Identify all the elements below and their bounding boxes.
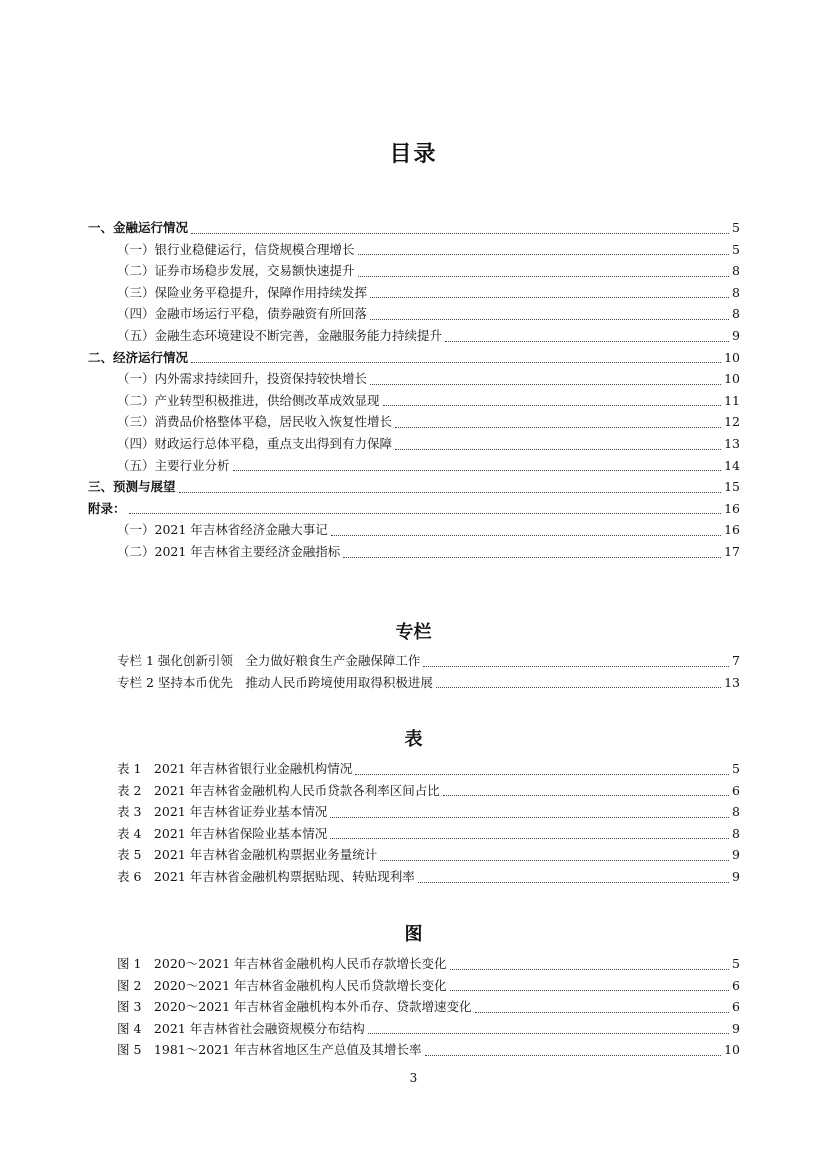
entry-title: 专栏 2 坚持本币优先 推动人民币跨境使用取得积极进展 — [117, 674, 433, 690]
dot-leader — [191, 362, 721, 363]
toc-entry[interactable] — [117, 325, 740, 347]
dot-leader — [331, 535, 721, 536]
column-entry[interactable] — [117, 672, 740, 694]
toc-entry[interactable] — [88, 476, 740, 498]
dot-leader — [380, 860, 729, 861]
dot-leader — [368, 1033, 729, 1034]
toc-entry[interactable] — [117, 260, 740, 282]
toc-entry[interactable] — [117, 519, 740, 541]
table-entry[interactable] — [117, 866, 740, 888]
entry-title: 图 1 2020～2021 年吉林省金融机构人民币存款增长变化 — [117, 956, 447, 971]
entry-page-number: 7 — [732, 653, 740, 668]
entry-title: 表 5 2021 年吉林省金融机构票据业务量统计 — [117, 847, 378, 863]
toc-entry[interactable] — [117, 455, 740, 477]
entry-title: （二）2021 年吉林省主要经济金融指标 — [117, 544, 341, 559]
entry-title: 表 4 2021 年吉林省保险业基本情况 — [117, 825, 328, 841]
toc-entry[interactable] — [88, 347, 740, 369]
entry-title: （二）证券市场稳步发展，交易额快速提升 — [117, 263, 355, 279]
dot-leader — [450, 990, 730, 991]
entry-page-number: 13 — [724, 436, 740, 451]
toc-entry[interactable] — [117, 411, 740, 433]
entry-page-number: 8 — [732, 306, 740, 322]
entry-page-number: 8 — [732, 804, 740, 820]
figure-entry[interactable] — [117, 975, 740, 997]
dot-leader — [370, 384, 721, 385]
entry-page-number: 10 — [724, 1042, 740, 1058]
entry-title: （二）产业转型积极推进，供给侧改革成效显现 — [117, 392, 380, 408]
figure-entry[interactable] — [117, 1039, 740, 1061]
entry-page-number: 10 — [724, 349, 740, 365]
entry-page-number: 8 — [732, 263, 740, 279]
page-title: 目录 — [389, 142, 438, 167]
dot-leader — [358, 276, 730, 277]
dot-leader — [179, 492, 722, 493]
tables-section-title: 表 — [404, 729, 423, 750]
entry-title: 专栏 1 强化创新引领 全力做好粮食生产金融保障工作 — [117, 653, 421, 668]
dot-leader — [475, 1012, 730, 1013]
entry-title: （一）内外需求持续回升，投资保持较快增长 — [117, 371, 368, 387]
entry-page-number: 5 — [732, 241, 740, 257]
entry-title: 表 3 2021 年吉林省证券业基本情况 — [117, 804, 328, 820]
toc-entry[interactable] — [117, 433, 740, 455]
dot-leader — [370, 319, 729, 320]
toc-entry[interactable] — [117, 368, 740, 390]
entry-title: 图 2 2020～2021 年吉林省金融机构人民币贷款增长变化 — [117, 977, 447, 993]
dot-leader — [445, 341, 729, 342]
figure-entry[interactable] — [117, 996, 740, 1018]
figure-entry[interactable] — [117, 953, 740, 975]
dot-leader — [443, 795, 729, 796]
entry-page-number: 5 — [732, 220, 740, 235]
entry-page-number: 14 — [724, 457, 740, 473]
dot-leader — [423, 666, 729, 667]
dot-leader — [355, 774, 729, 775]
table-entry[interactable] — [117, 801, 740, 823]
entry-page-number: 9 — [732, 869, 740, 884]
toc-entry[interactable] — [117, 239, 740, 261]
dot-leader — [383, 405, 722, 406]
dot-leader — [436, 687, 721, 688]
toc-entry[interactable] — [88, 217, 740, 239]
entry-title: （一）2021 年吉林省经济金融大事记 — [117, 522, 328, 538]
entry-title: （三）保险业务平稳提升，保障作用持续发挥 — [117, 284, 368, 300]
entry-title: 表 1 2021 年吉林省银行业金融机构情况 — [117, 761, 353, 776]
table-entry[interactable] — [117, 780, 740, 802]
entry-page-number: 5 — [732, 956, 740, 971]
dot-leader — [450, 969, 730, 970]
entry-page-number: 5 — [732, 761, 740, 776]
dot-leader — [129, 513, 722, 514]
toc-entry[interactable] — [117, 282, 740, 304]
entry-page-number: 11 — [724, 392, 740, 408]
entry-page-number: 8 — [732, 825, 740, 841]
entry-page-number: 15 — [724, 479, 740, 495]
entry-title: 三、预测与展望 — [88, 479, 176, 495]
columns-section-title: 专栏 — [395, 622, 432, 643]
page-number: 3 — [409, 1071, 418, 1085]
entry-page-number: 17 — [724, 544, 740, 559]
entry-title: 图 4 2021 年吉林省社会融资规模分布结构 — [117, 1020, 365, 1036]
entry-page-number: 13 — [724, 674, 740, 690]
table-entry[interactable] — [117, 758, 740, 780]
entry-page-number: 16 — [724, 522, 740, 538]
entry-page-number: 9 — [732, 847, 740, 863]
entry-title: （五）主要行业分析 — [117, 457, 230, 473]
entry-title: 表 6 2021 年吉林省金融机构票据贴现、转贴现利率 — [117, 869, 415, 884]
entry-page-number: 9 — [732, 1020, 740, 1036]
entry-title: （三）消费品价格整体平稳，居民收入恢复性增长 — [117, 414, 393, 430]
entry-page-number: 16 — [724, 500, 740, 516]
figures-section-title: 图 — [404, 924, 423, 945]
entry-title: （四）金融市场运行平稳，债券融资有所回落 — [117, 306, 368, 322]
entry-title: 图 5 1981～2021 年吉林省地区生产总值及其增长率 — [117, 1042, 422, 1058]
dot-leader — [418, 882, 729, 883]
table-entry[interactable] — [117, 844, 740, 866]
entry-page-number: 10 — [724, 371, 740, 387]
dot-leader — [358, 254, 730, 255]
entry-title: 一、金融运行情况 — [88, 220, 189, 235]
toc-entry[interactable] — [117, 390, 740, 412]
entry-page-number: 6 — [732, 782, 740, 798]
dot-leader — [370, 297, 729, 298]
dot-leader — [395, 449, 721, 450]
entry-title: 图 3 2020～2021 年吉林省金融机构本外币存、贷款增速变化 — [117, 999, 472, 1015]
dot-leader — [191, 233, 729, 234]
figure-entry[interactable] — [117, 1018, 740, 1040]
entry-page-number: 12 — [724, 414, 740, 430]
entry-page-number: 8 — [732, 284, 740, 300]
entry-title: （一）银行业稳健运行，信贷规模合理增长 — [117, 241, 355, 257]
column-entry[interactable] — [117, 650, 740, 672]
entry-title: 二、经济运行情况 — [88, 349, 189, 365]
toc-entry[interactable] — [117, 541, 740, 563]
entry-title: 表 2 2021 年吉林省金融机构人民币贷款各利率区间占比 — [117, 782, 440, 798]
entry-page-number: 6 — [732, 999, 740, 1015]
toc-entry[interactable] — [88, 498, 740, 520]
dot-leader — [330, 817, 729, 818]
entry-page-number: 6 — [732, 977, 740, 993]
entry-title: （五）金融生态环境建设不断完善，金融服务能力持续提升 — [117, 328, 443, 343]
entry-title: （四）财政运行总体平稳，重点支出得到有力保障 — [117, 436, 393, 451]
table-entry[interactable] — [117, 823, 740, 845]
dot-leader — [425, 1055, 722, 1056]
dot-leader — [233, 470, 722, 471]
dot-leader — [343, 557, 721, 558]
entry-page-number: 9 — [732, 328, 740, 343]
dot-leader — [330, 838, 729, 839]
entry-title: 附录： — [88, 500, 126, 516]
dot-leader — [395, 427, 721, 428]
toc-entry[interactable] — [117, 303, 740, 325]
